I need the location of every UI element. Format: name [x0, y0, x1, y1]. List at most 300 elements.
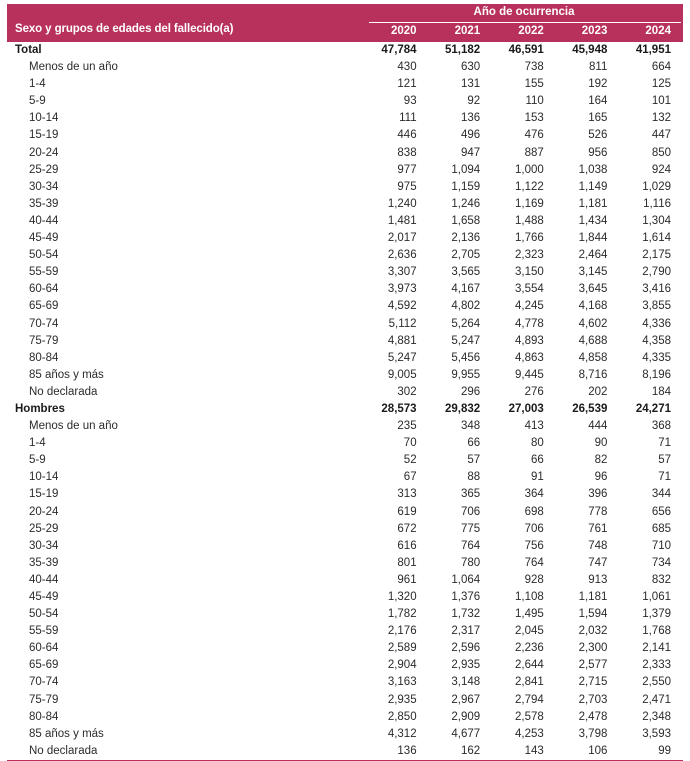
cell-2020: 111 — [399, 112, 417, 125]
row-label: 55-59 — [29, 625, 59, 638]
cell-2024: 1,614 — [642, 232, 671, 245]
cell-2020: 2,176 — [387, 625, 417, 638]
table-row — [7, 384, 683, 401]
table-row — [7, 247, 683, 264]
year-column-header-2022: 2022 — [492, 23, 556, 42]
cell-2023: 913 — [588, 573, 608, 586]
cell-2021: 1,658 — [451, 214, 481, 227]
cell-2022: 2,578 — [515, 710, 544, 723]
cell-2023: 2,032 — [578, 625, 608, 638]
cell-2021: 5,247 — [451, 334, 481, 347]
cell-2021: 947 — [461, 146, 481, 159]
cell-2022: 2,323 — [515, 249, 544, 262]
cell-2022: 4,245 — [515, 300, 544, 313]
cell-2020: 2,589 — [387, 642, 417, 655]
table-row — [7, 110, 683, 127]
cell-2023: 96 — [594, 471, 608, 484]
cell-2020: 302 — [397, 385, 417, 398]
cell-2020: 136 — [365, 743, 429, 761]
cell-2020: 1,481 — [387, 214, 417, 227]
cell-2023: 4,602 — [578, 317, 608, 330]
row-label: 65-69 — [29, 300, 59, 313]
row-label: Total — [15, 44, 42, 56]
table-row — [7, 674, 683, 691]
cell-2021: 348 — [461, 420, 481, 433]
cell-2020: 52 — [403, 454, 417, 467]
cell-2021: 630 — [461, 61, 481, 74]
cell-2021: 4,677 — [451, 727, 481, 740]
cell-2024: 685 — [651, 522, 671, 535]
cell-2024: 832 — [651, 573, 671, 586]
row-label: 1-4 — [29, 78, 46, 91]
cell-2020: 2,850 — [387, 710, 417, 723]
cell-2024: 1,379 — [642, 608, 671, 621]
row-label: 40-44 — [29, 573, 59, 586]
cell-2023: 82 — [594, 454, 608, 467]
cell-2023: 1,038 — [578, 163, 608, 176]
cell-2022: 9,445 — [515, 368, 544, 381]
row-label: 25-29 — [29, 522, 59, 535]
cell-2021: 1,732 — [451, 608, 481, 621]
cell-2022: 2,045 — [515, 625, 544, 638]
table-row — [7, 179, 683, 196]
cell-2022: 706 — [524, 522, 544, 535]
cell-2023: 26,539 — [572, 402, 608, 415]
cell-2023: 1,844 — [578, 232, 608, 245]
table-header — [7, 4, 683, 42]
cell-2022: 3,554 — [515, 283, 544, 296]
cell-2022: 756 — [524, 539, 544, 552]
row-label: 80-84 — [29, 351, 59, 364]
cell-2021: 1,064 — [451, 573, 481, 586]
cell-2021: 1,159 — [451, 180, 481, 193]
row-label: Menos de un año — [29, 61, 118, 74]
row-label: 10-14 — [29, 112, 59, 125]
cell-2020: 2,017 — [387, 232, 417, 245]
table-row — [7, 281, 683, 298]
table-row — [7, 435, 683, 452]
cell-2021: 92 — [467, 95, 481, 108]
cell-2021: 5,264 — [451, 317, 481, 330]
cell-2024: 2,550 — [642, 676, 671, 689]
cell-2022: 4,893 — [515, 334, 544, 347]
cell-2022: 1,488 — [515, 214, 544, 227]
row-label: 50-54 — [29, 608, 59, 621]
cell-2023: 4,168 — [578, 300, 608, 313]
cell-2024: 368 — [651, 420, 671, 433]
cell-2020: 121 — [397, 78, 417, 91]
cell-2024: 924 — [651, 163, 671, 176]
cell-2020: 313 — [397, 488, 417, 501]
year-column-header-2024: 2024 — [619, 23, 683, 42]
cell-2023: 202 — [588, 385, 608, 398]
table-row — [7, 76, 683, 93]
row-label: 1-4 — [29, 437, 46, 450]
table-row — [7, 127, 683, 144]
cell-2021: 4,167 — [451, 283, 481, 296]
cell-2024: 1,061 — [642, 591, 671, 603]
cell-2020: 977 — [397, 163, 417, 176]
cell-2022: 1,169 — [515, 197, 544, 210]
cell-2023: 2,464 — [578, 249, 608, 262]
table-row — [7, 230, 683, 247]
row-label: 35-39 — [29, 197, 59, 210]
cell-2024: 24,271 — [635, 402, 671, 415]
table-row — [7, 657, 683, 674]
cell-2023: 3,645 — [578, 283, 608, 296]
cell-2020: 4,881 — [387, 334, 417, 347]
cell-2022: 1,000 — [515, 163, 544, 176]
row-label: 20-24 — [29, 146, 59, 159]
table-row — [7, 264, 683, 281]
cell-2021: 1,246 — [451, 197, 481, 210]
cell-2021: 57 — [467, 454, 481, 467]
cell-2020: 2,904 — [387, 659, 417, 672]
row-label: 15-19 — [29, 129, 59, 142]
cell-2024: 2,348 — [642, 710, 671, 723]
cell-2020: 1,320 — [387, 591, 417, 603]
row-label: 50-54 — [29, 249, 59, 262]
cell-2022: 887 — [524, 146, 544, 159]
cell-2022: 2,644 — [515, 659, 544, 672]
cell-2023: 164 — [588, 95, 608, 108]
cell-2024: 3,416 — [642, 283, 671, 296]
cell-2022: 80 — [530, 437, 544, 450]
table-row — [7, 726, 683, 743]
cell-2023: 2,577 — [578, 659, 608, 672]
cell-2023: 1,149 — [578, 180, 608, 193]
cell-2021: 365 — [461, 488, 481, 501]
row-label: 30-34 — [29, 539, 59, 552]
cell-2021: 66 — [467, 437, 481, 450]
cell-2024: 101 — [651, 95, 671, 108]
cell-2024: 57 — [658, 454, 671, 467]
cell-2024: 4,335 — [642, 351, 671, 364]
year-column-header-2021: 2021 — [429, 23, 493, 42]
cell-2024: 1,768 — [642, 625, 671, 638]
cell-2022: 2,236 — [515, 642, 544, 655]
cell-2021: 296 — [461, 385, 481, 398]
cell-2024: 132 — [651, 112, 671, 125]
table-row — [7, 555, 683, 572]
table-row — [7, 196, 683, 213]
cell-2023: 1,434 — [578, 214, 608, 227]
row-label: 65-69 — [29, 659, 59, 672]
cell-2020: 5,247 — [387, 351, 417, 364]
cell-2023: 811 — [589, 61, 608, 74]
cell-2024: 2,175 — [642, 249, 671, 262]
cell-2021: 4,802 — [451, 300, 481, 313]
cell-2022: 698 — [524, 505, 544, 518]
table-row — [7, 572, 683, 589]
cell-2020: 3,307 — [387, 266, 417, 279]
row-label: 40-44 — [29, 214, 59, 227]
cell-2022: 155 — [524, 78, 544, 91]
cell-2024: 2,141 — [642, 642, 671, 655]
cell-2023: 4,858 — [578, 351, 608, 364]
row-label: 30-34 — [29, 180, 59, 193]
table-row — [7, 418, 683, 435]
cell-2020: 1,240 — [387, 197, 417, 210]
year-column-header-2023: 2023 — [556, 23, 620, 42]
cell-2024: 734 — [651, 556, 671, 569]
cell-2024: 850 — [651, 146, 671, 159]
row-label: 45-49 — [29, 232, 59, 245]
cell-2021: 706 — [461, 505, 481, 518]
table-row — [7, 521, 683, 538]
cell-2020: 235 — [397, 420, 417, 433]
cell-2020: 619 — [397, 505, 417, 518]
cell-2022: 110 — [525, 95, 544, 108]
year-group-header: Año de ocurrencia — [365, 4, 683, 23]
cell-2020: 975 — [397, 180, 417, 193]
cell-2021: 9,955 — [451, 368, 481, 381]
cell-2022: 1,495 — [515, 608, 544, 621]
cell-2021: 1,094 — [451, 163, 481, 176]
cell-2020: 67 — [403, 471, 417, 484]
cell-2022: 2,841 — [515, 676, 544, 689]
cell-2024: 2,333 — [642, 659, 671, 672]
row-label: 75-79 — [29, 334, 59, 347]
table-group-row — [7, 401, 683, 418]
cell-2020: 5,112 — [388, 317, 417, 330]
cell-2024: 184 — [651, 385, 671, 398]
cell-2024: 664 — [651, 61, 671, 74]
cell-2023: 1,594 — [578, 608, 608, 621]
cell-2022: 3,150 — [515, 266, 544, 279]
row-label: 75-79 — [29, 693, 59, 706]
table-row — [7, 145, 683, 162]
cell-2021: 162 — [429, 743, 493, 761]
cell-2022: 46,591 — [508, 44, 544, 56]
table-row — [7, 623, 683, 640]
cell-2024: 4,336 — [642, 317, 671, 330]
table-body — [7, 42, 683, 760]
cell-2023: 778 — [588, 505, 608, 518]
row-label: Hombres — [15, 402, 65, 415]
cell-2024: 2,471 — [642, 693, 671, 706]
table-row — [7, 589, 683, 606]
cell-2020: 3,163 — [387, 676, 417, 689]
cell-2023: 747 — [588, 556, 608, 569]
cell-2020: 1,782 — [387, 608, 417, 621]
cell-2023: 192 — [588, 78, 608, 91]
cell-2020: 4,592 — [387, 300, 417, 313]
cell-2023: 90 — [594, 437, 608, 450]
cell-2021: 3,148 — [451, 676, 481, 689]
cell-2024: 2,790 — [642, 266, 671, 279]
table-row — [7, 59, 683, 76]
row-label: 5-9 — [29, 454, 46, 467]
cell-2024: 3,593 — [642, 727, 671, 740]
cell-2021: 2,705 — [451, 249, 481, 262]
cell-2020: 3,973 — [387, 283, 417, 296]
table-row — [7, 213, 683, 230]
cell-2021: 2,596 — [451, 642, 481, 655]
cell-2021: 5,456 — [451, 351, 481, 364]
cell-2021: 775 — [461, 522, 481, 535]
cell-2024: 41,951 — [635, 44, 671, 56]
cell-2023: 2,478 — [578, 710, 608, 723]
cell-2022: 764 — [524, 556, 544, 569]
cell-2021: 51,182 — [445, 44, 481, 56]
cell-2020: 47,784 — [381, 44, 417, 56]
cell-2023: 956 — [588, 146, 608, 159]
cell-2020: 28,573 — [381, 402, 417, 415]
cell-2022: 4,253 — [515, 727, 544, 740]
cell-2020: 838 — [397, 146, 417, 159]
cell-2023: 1,181 — [578, 197, 608, 210]
cell-2022: 738 — [524, 61, 544, 74]
cell-2024: 8,196 — [642, 368, 671, 381]
cell-2021: 764 — [461, 539, 481, 552]
cell-2022: 476 — [524, 129, 544, 142]
row-label: 55-59 — [29, 266, 59, 279]
table-row — [7, 469, 683, 486]
cell-2024: 1,116 — [643, 197, 671, 210]
cell-2023: 3,798 — [578, 727, 608, 740]
row-label: 20-24 — [29, 505, 59, 518]
cell-2024: 656 — [651, 505, 671, 518]
cell-2022: 66 — [530, 454, 544, 467]
cell-2021: 2,136 — [451, 232, 481, 245]
cell-2021: 136 — [461, 112, 481, 125]
cell-2022: 2,794 — [515, 693, 544, 706]
cell-2024: 1,029 — [642, 180, 671, 193]
cell-2022: 1,108 — [515, 591, 544, 603]
row-label: 15-19 — [29, 488, 59, 501]
cell-2024: 71 — [658, 471, 671, 484]
year-column-header-2020: 2020 — [365, 23, 429, 42]
row-label: 60-64 — [29, 642, 59, 655]
cell-2022: 91 — [530, 471, 544, 484]
cell-2024: 1,304 — [642, 214, 671, 227]
cell-2021: 88 — [467, 471, 481, 484]
table-row — [7, 452, 683, 469]
table-row — [7, 538, 683, 555]
cell-2020: 70 — [403, 437, 417, 450]
row-label: No declarada — [29, 385, 98, 398]
row-label: 85 años y más — [29, 727, 104, 740]
table-row — [7, 93, 683, 110]
cell-2023: 396 — [588, 488, 608, 501]
cell-2021: 3,565 — [451, 266, 481, 279]
cell-2024: 344 — [651, 488, 671, 501]
cell-2022: 1,122 — [515, 180, 544, 193]
row-label: 10-14 — [29, 471, 59, 484]
cell-2022: 1,766 — [515, 232, 544, 245]
stub-column-header: Sexo y grupos de edades del fallecido(a) — [7, 4, 365, 42]
table-row — [7, 743, 683, 761]
header-row-span — [7, 4, 683, 23]
cell-2023: 748 — [588, 539, 608, 552]
cell-2020: 672 — [397, 522, 417, 535]
cell-2020: 2,935 — [387, 693, 417, 706]
table-row — [7, 486, 683, 503]
cell-2023: 444 — [588, 420, 608, 433]
cell-2021: 1,376 — [451, 591, 481, 603]
table-row — [7, 606, 683, 623]
table-group-row — [7, 42, 683, 59]
cell-2021: 29,832 — [445, 402, 481, 415]
cell-2022: 143 — [492, 743, 556, 761]
cell-2024: 3,855 — [642, 300, 671, 313]
cell-2021: 2,935 — [451, 659, 481, 672]
cell-2020: 801 — [397, 556, 417, 569]
table-row — [7, 504, 683, 521]
cell-2020: 446 — [397, 129, 417, 142]
table-row — [7, 316, 683, 333]
row-label: Menos de un año — [29, 420, 118, 433]
cell-2022: 413 — [524, 420, 544, 433]
cell-2022: 4,863 — [515, 351, 544, 364]
cell-2020: 961 — [397, 573, 417, 586]
cell-2020: 9,005 — [387, 368, 417, 381]
cell-2020: 2,636 — [387, 249, 417, 262]
cell-2023: 3,145 — [578, 266, 608, 279]
table-row — [7, 350, 683, 367]
cell-2023: 45,948 — [572, 44, 608, 56]
table-row — [7, 640, 683, 657]
cell-2022: 153 — [524, 112, 544, 125]
cell-2020: 616 — [397, 539, 417, 552]
row-label: 80-84 — [29, 710, 59, 723]
cell-2021: 131 — [461, 78, 481, 91]
row-label: 60-64 — [29, 283, 59, 296]
cell-2020: 430 — [397, 61, 417, 74]
cell-2023: 2,715 — [578, 676, 608, 689]
cell-2023: 761 — [588, 522, 608, 535]
cell-2024: 125 — [651, 78, 671, 91]
table-row — [7, 162, 683, 179]
row-label: 35-39 — [29, 556, 59, 569]
cell-2023: 526 — [588, 129, 608, 142]
cell-2024: 99 — [619, 743, 683, 761]
cell-2023: 2,703 — [578, 693, 608, 706]
row-label: 70-74 — [29, 317, 59, 330]
cell-2022: 27,003 — [508, 402, 544, 415]
cell-2024: 71 — [658, 437, 671, 450]
cell-2023: 2,300 — [578, 642, 608, 655]
row-label: 85 años y más — [29, 368, 104, 381]
deaths-by-sex-and-age-table — [7, 4, 683, 761]
cell-2020: 93 — [403, 95, 417, 108]
row-label: 45-49 — [29, 591, 59, 603]
cell-2023: 8,716 — [578, 368, 608, 381]
row-label: 5-9 — [29, 95, 46, 108]
cell-2024: 4,358 — [642, 334, 671, 347]
cell-2021: 780 — [461, 556, 481, 569]
table-row — [7, 709, 683, 726]
cell-2022: 4,778 — [515, 317, 544, 330]
cell-2021: 2,967 — [451, 693, 481, 706]
table-row — [7, 333, 683, 350]
table-row — [7, 367, 683, 384]
table-row — [7, 692, 683, 709]
cell-2021: 2,909 — [451, 710, 481, 723]
cell-2021: 496 — [461, 129, 481, 142]
row-label: No declarada — [7, 743, 365, 761]
cell-2023: 4,688 — [578, 334, 608, 347]
cell-2024: 710 — [651, 539, 671, 552]
cell-2022: 276 — [524, 385, 544, 398]
cell-2023: 165 — [588, 112, 608, 125]
cell-2024: 447 — [651, 129, 671, 142]
cell-2022: 928 — [524, 573, 544, 586]
cell-2020: 4,312 — [387, 727, 417, 740]
row-label: 25-29 — [29, 163, 59, 176]
cell-2021: 2,317 — [451, 625, 481, 638]
